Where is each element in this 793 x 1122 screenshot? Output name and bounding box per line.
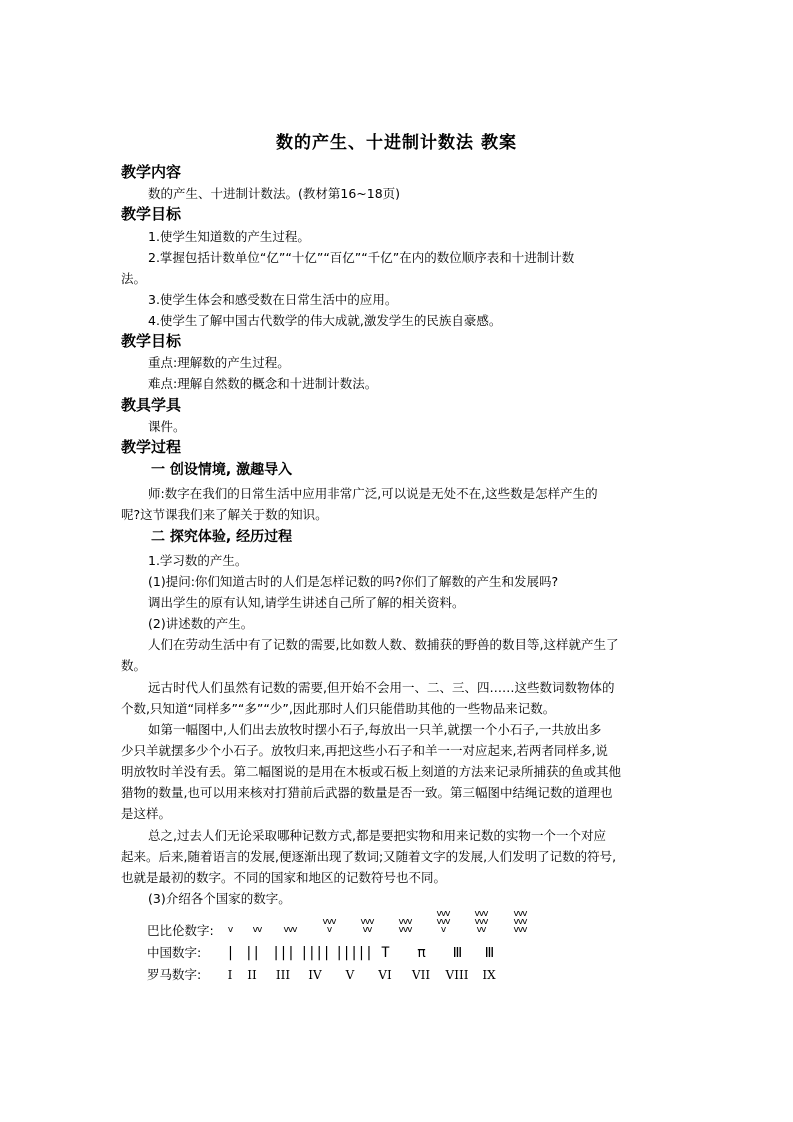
chinese-row-7: π <box>417 945 425 961</box>
babylon-row-6: vvv vvv <box>398 917 412 935</box>
roman-row-5: V <box>345 968 355 982</box>
goal-2-line-1: 2.掌握包括计数单位“亿”“十亿”“百亿”“千亿”在内的数位顺序表和十进制计数 <box>148 250 575 265</box>
chinese-row-5: ||||| <box>335 945 373 961</box>
part2-l7c: 明放牧时羊没有丢。第二幅图说的是用在木板或石板上刻道的方法来记录所捕获的鱼或其他 <box>121 764 622 779</box>
document-title: 数的产生、十进制计数法 教案 <box>276 133 517 153</box>
babylon-row-4: vvv v <box>322 917 336 935</box>
babylon-row-8: vvv vvv vv <box>474 909 488 935</box>
part1-heading: 一 创设情境, 激趣导入 <box>151 462 293 478</box>
part2-l5b: 数。 <box>121 658 147 673</box>
part2-l1: 1.学习数的产生。 <box>148 553 248 568</box>
babylon-row-1: v <box>227 925 233 935</box>
babylon-row-3: vvv <box>283 925 297 935</box>
focus-hard: 难点:理解自然数的概念和十进制计数法。 <box>148 376 378 391</box>
content-text: 数的产生、十进制计数法。(教材第16~18页) <box>148 186 401 201</box>
part2-l7b: 少只羊就摆多少个小石子。放牧归来,再把这些小石子和羊一一对应起来,若两者同样多,说 <box>121 743 608 758</box>
roman-row-1: I <box>227 968 233 982</box>
goal-1: 1.使学生知道数的产生过程。 <box>148 229 310 244</box>
part2-l6b: 个数,只知道“同样多”“多”“少”,因此那时人们只能借助其他的一些物品来记数。 <box>121 701 556 716</box>
part2-l9: (3)介绍各个国家的数字。 <box>148 891 291 906</box>
part2-l8b: 起来。后来,随着语言的发展,便逐渐出现了数词;又随着文字的发展,人们发明了记数的符号, <box>121 849 617 864</box>
babylon-row-7: vvv vvv v <box>436 909 450 935</box>
babylon-row-2: vv <box>252 925 262 935</box>
roman-row-3: III <box>275 968 291 982</box>
goal-3: 3.使学生体会和感受数在日常生活中的应用。 <box>148 292 398 307</box>
chinese-row-4: |||| <box>300 945 330 961</box>
part1-line-b: 呢?这节课我们来了解关于数的知识。 <box>121 507 328 522</box>
babylon-label: 巴比伦数字: <box>147 923 214 938</box>
part2-l8a: 总之,过去人们无论采取哪种记数方式,都是要把实物和用来记数的实物一个一个对应 <box>148 828 606 843</box>
roman-row-6: VI <box>378 968 392 982</box>
part2-l3: 调出学生的原有认知,请学生讲述自己所了解的相关资料。 <box>148 595 465 610</box>
babylon-row-9: vvv vvv vvv <box>513 909 527 935</box>
roman-row-9: IX <box>482 968 496 982</box>
part2-l5a: 人们在劳动生活中有了记数的需要,比如数人数、数捕获的野兽的数目等,这样就产生了 <box>148 637 619 652</box>
part2-heading: 二 探究体验, 经历过程 <box>151 529 293 545</box>
roman-row-4: IV <box>308 968 322 982</box>
chinese-row-3: ||| <box>271 945 295 961</box>
part2-l6a: 远古时代人们虽然有记数的需要,但开始不会用一、二、三、四……这些数词数物体的 <box>148 680 615 695</box>
chinese-row-8: Ⅲ <box>452 945 462 961</box>
chinese-row-2: || <box>244 945 260 961</box>
focus-key: 重点:理解数的产生过程。 <box>148 355 290 370</box>
part2-l7d: 猎物的数量,也可以用来核对打猎前后武器的数量是否一致。第三幅图中结绳记数的道理也 <box>121 785 613 800</box>
roman-row-7: VII <box>411 968 431 982</box>
tools-text: 课件。 <box>148 419 186 434</box>
heading-goals: 教学目标 <box>121 205 182 223</box>
part1-line-a: 师:数字在我们的日常生活中应用非常广泛,可以说是无处不在,这些数是怎样产生的 <box>148 486 598 501</box>
roman-label: 罗马数字: <box>147 967 202 982</box>
heading-process: 教学过程 <box>121 438 182 456</box>
heading-focus: 教学目标 <box>121 332 182 350</box>
part2-l8c: 也就是最初的数字。不同的国家和地区的记数符号也不同。 <box>121 870 447 885</box>
heading-tools: 教具学具 <box>121 396 182 414</box>
part2-l2: (1)提问:你们知道古时的人们是怎样记数的吗?你们了解数的产生和发展吗? <box>148 574 559 589</box>
goal-2-line-2: 法。 <box>121 271 147 286</box>
chinese-row-6: T <box>381 945 389 961</box>
chinese-row-1: | <box>226 945 234 961</box>
part2-l7a: 如第一幅图中,人们出去放牧时摆小石子,每放出一只羊,就摆一个小石子,一共放出多 <box>148 722 602 737</box>
roman-row-2: II <box>247 968 257 982</box>
goal-4: 4.使学生了解中国古代数学的伟大成就,激发学生的民族自豪感。 <box>148 313 502 328</box>
roman-row-8: VIII <box>445 968 469 982</box>
part2-l7e: 是这样。 <box>121 806 172 821</box>
babylon-row-5: vvv vv <box>360 917 374 935</box>
heading-content: 教学内容 <box>121 163 182 181</box>
chinese-label: 中国数字: <box>147 945 202 960</box>
chinese-row-9: Ⅲ <box>484 945 494 961</box>
part2-l4: (2)讲述数的产生。 <box>148 616 254 631</box>
